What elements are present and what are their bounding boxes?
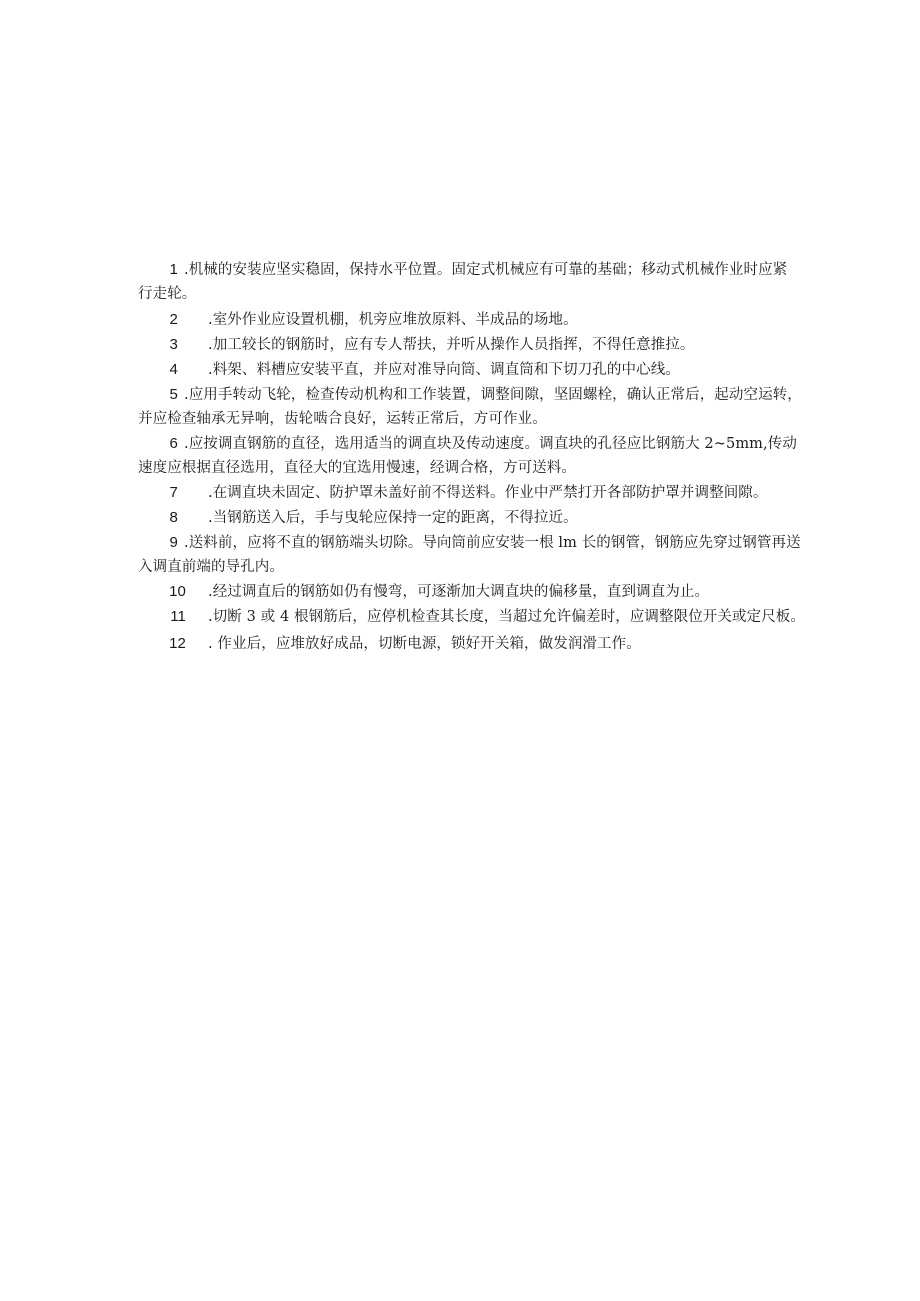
list-item	[138, 632, 848, 656]
item-text: .料架、料槽应安装平直，并应对准导向筒、调直筒和下切刀孔的中心线。	[208, 362, 680, 378]
item-number: 1	[169, 261, 178, 278]
item-number: 2	[169, 311, 178, 328]
item-number: 6	[169, 435, 178, 452]
list-item	[138, 506, 848, 530]
item-text-continued: 速度应根据直径选用，直径大的宜选用慢速，经调合格，方可送料。	[138, 460, 576, 476]
item-number: 8	[169, 509, 178, 526]
list-item	[138, 383, 848, 431]
item-number: 4	[169, 361, 178, 378]
item-number: 5	[169, 386, 178, 403]
item-text: .在调直块未固定、防护罩未盖好前不得送料。作业中严禁打开各部防护罩并调整间隙。	[208, 485, 768, 501]
list-item	[138, 580, 848, 604]
list-item	[138, 531, 848, 579]
item-text: .室外作业应设置机棚，机旁应堆放原料、半成品的场地。	[208, 312, 578, 328]
list-item	[138, 333, 848, 357]
item-text-continued: 入调直前端的导孔内。	[138, 559, 284, 575]
list-item	[138, 605, 848, 629]
item-text-continued: 并应检查轴承无异响，齿轮啮合良好，运转正常后，方可作业。	[138, 411, 547, 427]
list-item	[138, 258, 848, 306]
item-text: .机械的安装应坚实稳固，保持水平位置。固定式机械应有可靠的基础；移动式机械作业时应紧	[184, 262, 788, 278]
item-list	[138, 258, 848, 656]
item-number: 11	[170, 608, 186, 625]
list-item	[138, 358, 848, 382]
list-item	[138, 308, 848, 332]
list-item	[138, 432, 848, 480]
item-number: 3	[169, 336, 178, 353]
item-text: . 作业后，应堆放好成品，切断电源，锁好开关箱，做发润滑工作。	[208, 636, 641, 652]
item-number: 7	[169, 484, 178, 501]
item-text: .应按调直钢筋的直径，选用适当的调直块及传动速度。调直块的孔径应比钢筋大 2~5mm,传动	[184, 436, 797, 452]
item-text-continued: 行走轮。	[138, 286, 197, 302]
item-text: .送料前，应将不直的钢筋端头切除。导向筒前应安装一根 lm 长的钢管，钢筋应先穿过钢管再送	[184, 535, 801, 551]
item-text: .切断 3 或 4 根钢筋后，应停机检查其长度，当超过允许偏差时，应调整限位开关或定尺板。	[208, 609, 805, 625]
item-text: .应用手转动飞轮，检查传动机构和工作装置，调整间隙，坚固螺栓，确认正常后，起动空运转，	[184, 387, 802, 403]
item-text: .当钢筋送入后，手与曳轮应保持一定的距离，不得拉近。	[208, 510, 578, 526]
item-number: 12	[169, 635, 186, 652]
item-text: .经过调直后的钢筋如仍有慢弯，可逐渐加大调直块的偏移量，直到调直为止。	[208, 584, 710, 600]
item-number: 9	[169, 534, 178, 551]
item-text: .加工较长的钢筋时，应有专人帮扶，并听从操作人员指挥，不得任意推拉。	[208, 337, 695, 353]
item-number: 10	[169, 583, 186, 600]
list-item	[138, 481, 848, 505]
